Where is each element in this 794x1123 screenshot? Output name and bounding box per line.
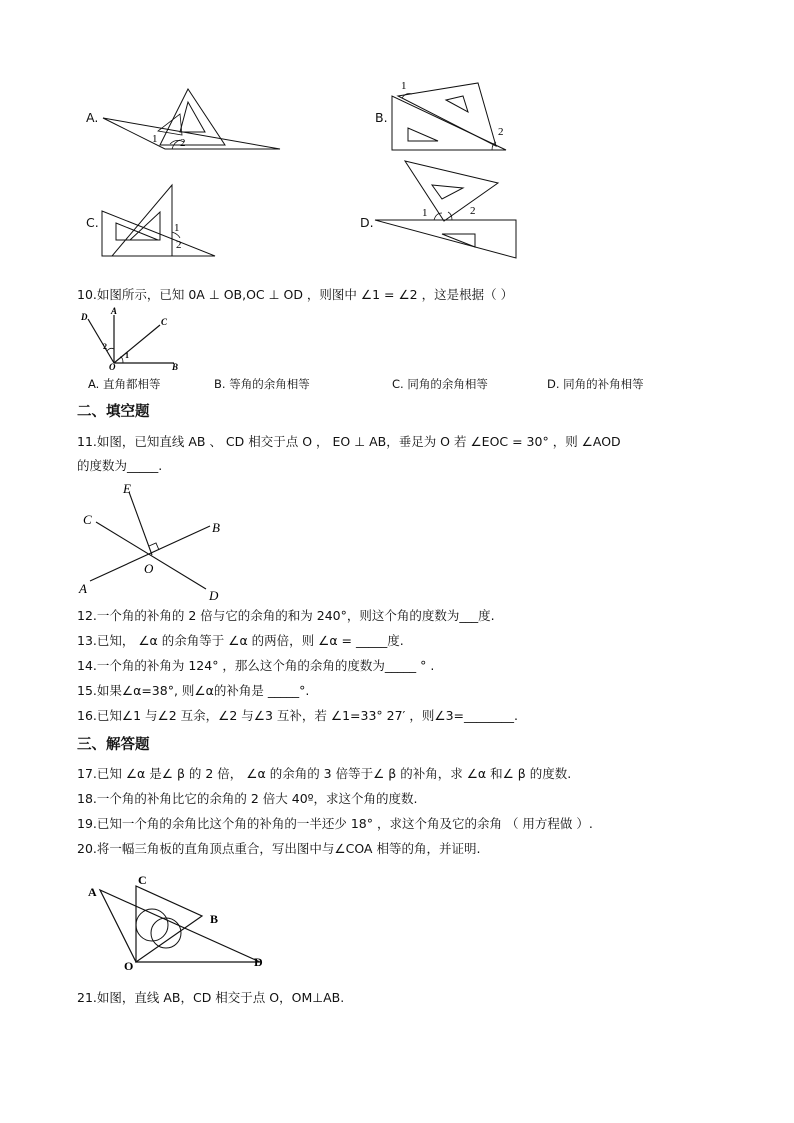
q11-figure bbox=[76, 478, 226, 602]
q11-label-d: D bbox=[209, 588, 219, 602]
q20-stem: 20.将一幅三角板的直角顶点重合，写出图中与∠COA 相等的角，并证明. bbox=[77, 841, 481, 856]
q9b-angle-1: 1 bbox=[401, 80, 407, 92]
q14: 14.一个角的补角为 124° ，那么这个角的余角的度数为_____ ° . bbox=[77, 658, 435, 673]
q9-option-c-label: C. bbox=[86, 215, 99, 230]
q10-angle-2: 2 bbox=[103, 342, 107, 351]
q11-label-b: B bbox=[212, 520, 220, 535]
q9-option-d-label: D. bbox=[360, 215, 374, 230]
q11-label-c: C bbox=[83, 512, 92, 527]
q9-figure-c bbox=[100, 182, 220, 258]
q13: 13.已知， ∠α 的余角等于 ∠α 的两倍，则 ∠α = _____度. bbox=[77, 633, 404, 648]
q10-option-b[interactable]: B. 等角的余角相等 bbox=[214, 377, 310, 391]
q20-figure bbox=[84, 870, 270, 974]
q20-label-o: O bbox=[124, 959, 134, 973]
q9a-angle-1: 1 bbox=[152, 133, 158, 145]
section-fill-in-title: 二、填空题 bbox=[77, 404, 150, 420]
q9-option-a-label: A. bbox=[86, 110, 99, 125]
q20-label-a: A bbox=[88, 885, 97, 899]
q9-figure-d bbox=[370, 158, 520, 260]
q10-figure bbox=[76, 307, 184, 371]
q9-figure-b bbox=[388, 78, 513, 156]
q11-label-a: A bbox=[79, 581, 87, 596]
q10-label-a: A bbox=[111, 307, 118, 316]
q12: 12.一个角的补角的 2 倍与它的余角的和为 240°，则这个角的度数为___度. bbox=[77, 608, 495, 623]
q10-option-a[interactable]: A. 直角都相等 bbox=[88, 377, 161, 391]
q9d-angle-2: 2 bbox=[470, 205, 476, 217]
q9-option-b-label: B. bbox=[375, 110, 388, 125]
q11-label-e: E bbox=[123, 481, 131, 496]
q20-label-d: D bbox=[254, 955, 263, 969]
q10-label-c: C bbox=[161, 317, 168, 327]
q9c-angle-2: 2 bbox=[176, 239, 182, 251]
q11-label-o: O bbox=[144, 561, 154, 576]
q19: 19.已知一个角的余角比这个角的补角的一半还少 18° ，求这个角及它的余角 （ 用方程做 ）. bbox=[77, 816, 593, 831]
q20-label-c: C bbox=[138, 873, 147, 887]
q11-line1: 11.如图，已知直线 AB 、 CD 相交于点 O ， EO ⊥ AB，垂足为 O 若 ∠EOC = 30° ，则 ∠AOD bbox=[77, 434, 621, 449]
q9b-angle-2: 2 bbox=[498, 126, 504, 138]
q10-label-d: D bbox=[81, 312, 88, 322]
q11-line2: 的度数为_____. bbox=[77, 458, 163, 473]
q9a-angle-2: 2 bbox=[180, 137, 186, 149]
q15: 15.如果∠α=38°, 则∠α的补角是 _____°. bbox=[77, 683, 310, 698]
q20-label-b: B bbox=[210, 912, 219, 926]
q9c-angle-1: 1 bbox=[174, 222, 180, 234]
q10-option-c[interactable]: C. 同角的余角相等 bbox=[392, 377, 488, 391]
q10-label-b: B bbox=[172, 362, 179, 371]
q10-option-d[interactable]: D. 同角的补角相等 bbox=[547, 377, 644, 391]
q21: 21.如图，直线 AB，CD 相交于点 O，OM⊥AB. bbox=[77, 990, 345, 1005]
q9d-angle-1: 1 bbox=[422, 207, 428, 219]
q9-figure-a bbox=[100, 80, 285, 155]
q10-label-o: O bbox=[109, 362, 116, 371]
q10-angle-1: 1 bbox=[125, 351, 129, 360]
q10-stem: 10.如图所示，已知 0A ⊥ OB,OC ⊥ OD ，则图中 ∠1 = ∠2 ，这是根据（ ） bbox=[77, 287, 514, 302]
q17: 17.已知 ∠α 是∠ β 的 2 倍， ∠α 的余角的 3 倍等于∠ β 的补角，求 ∠α 和∠ β 的度数. bbox=[77, 766, 572, 781]
q18: 18.一个角的补角比它的余角的 2 倍大 40º，求这个角的度数. bbox=[77, 791, 418, 806]
q16: 16.已知∠1 与∠2 互余，∠2 与∠3 互补，若 ∠1=33° 27′ ，则∠3=________. bbox=[77, 708, 518, 723]
section-solve-title: 三、解答题 bbox=[77, 737, 150, 753]
